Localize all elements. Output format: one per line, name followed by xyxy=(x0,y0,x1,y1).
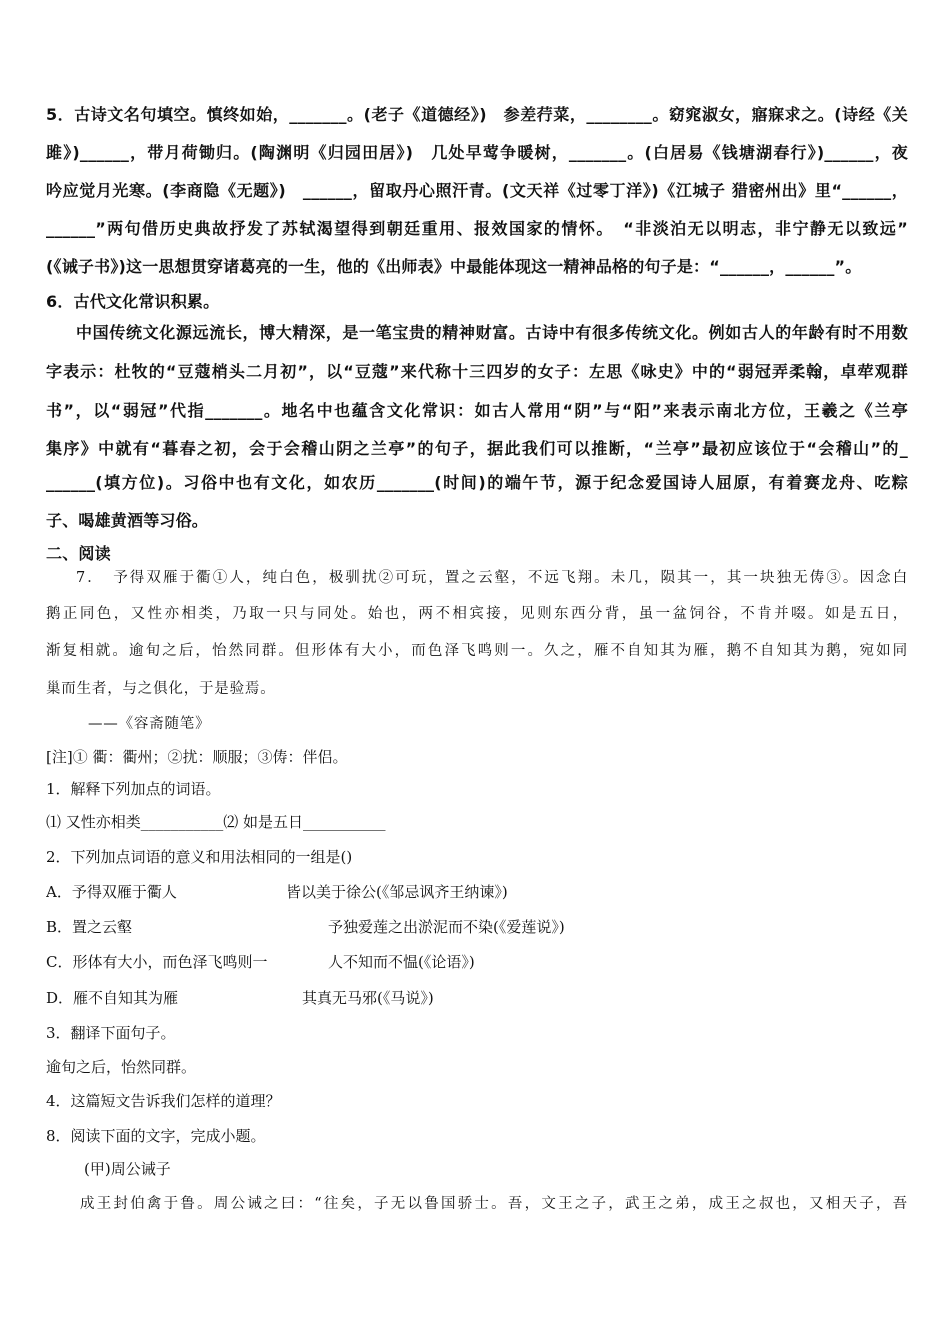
section-2-title: 二、阅读 xyxy=(46,544,111,563)
q6-line-3: 书”，以“弱冠”代指_______。地名中也蕴含文化常识：如古人常用“阴”与“阳”来表示南北方位，王羲之《兰亭 xyxy=(46,401,908,420)
option-b xyxy=(46,916,908,937)
option-c xyxy=(46,951,908,972)
q7-sub-2: 2．下列加点词语的意义和用法相同的一组是() xyxy=(46,848,353,866)
q7-sub-3: 3．翻译下面句子。 xyxy=(46,1024,176,1042)
q7-sub-1: 1．解释下列加点的词语。 xyxy=(46,780,221,798)
option-d xyxy=(46,987,908,1008)
option-a-text: A．予得双雁于衢人 xyxy=(46,883,177,901)
option-a xyxy=(46,881,908,902)
q7-passage-line-4: 巢而生者，与之俱化，于是验焉。 xyxy=(46,681,276,697)
option-a-compare: 皆以美于徐公(《邹忌讽齐王纳谏》) xyxy=(286,883,508,901)
q6-line-2: 字表示：杜牧的“豆蔻梢头二月初”，以“豆蔻”来代称十三四岁的女子：左思《咏史》中的“弱冠弄柔翰，卓荦观群 xyxy=(46,362,908,381)
q7-sub-4: 4．这篇短文告诉我们怎样的道理？ xyxy=(46,1092,281,1110)
option-c-compare: 人不知而不愠(《论语》) xyxy=(328,953,475,971)
q7-note: [注]① 衢：衢州；②扰：顺服；③俦：伴侣。 xyxy=(46,748,348,766)
q5-line-3: 吟应觉月光寒。(李商隐《无题》) ______，留取丹心照汗青。(文天祥《过零丁洋》)《江城子 猎密州出》里“______， xyxy=(46,181,908,200)
q6-line-4: 集序》中就有“暮春之初，会于会稽山阴之兰亭”的句子，据此我们可以推断，“兰亭”最初应该位于“会稽山”的_ xyxy=(46,439,908,458)
q7-sub-3-sentence: 逾旬之后，怡然同群。 xyxy=(46,1058,197,1076)
q6-line-1: 中国传统文化源远流长，博大精深，是一笔宝贵的精神财富。古诗中有很多传统文化。例如古人的年龄有时不用数 xyxy=(76,323,908,342)
q8-title: 8．阅读下面的文字，完成小题。 xyxy=(46,1127,266,1145)
q6-line-5: ______(填方位)。习俗中也有文化，如农历_______(时间)的端午节，源于纪念爱国诗人屈原，有着赛龙舟、吃粽 xyxy=(46,473,908,492)
q8-passage-line-1: 成王封伯禽于鲁。周公诫之曰：“往矣，子无以鲁国骄士。吾，文王之子，武王之弟，成王之叔也，又相天子，吾 xyxy=(80,1196,908,1212)
q5-line-5: (《诫子书》)这一思想贯穿诸葛亮的一生，他的《出师表》中最能体现这一精神品格的句子是：“______，______”。 xyxy=(46,257,862,276)
q5-line-4: ______”两句借历史典故抒发了苏轼渴望得到朝廷重用、报效国家的情怀。 “非淡泊无以明志，非宁静无以致远” xyxy=(46,219,908,238)
q5-line-1: 5．古诗文名句填空。慎终如始，_______。(老子《道德经》) 参差荇菜，________。窈窕淑女，寤寐求之。(诗经《关 xyxy=(46,105,908,124)
option-d-compare: 其真无马邪(《马说》) xyxy=(302,989,434,1007)
q7-passage-line-3: 渐复相就。逾旬之后，怡然同群。但形体有大小，而色泽飞鸣则一。久之，雁不自知其为雁，鹅不自知其为鹅，宛如同 xyxy=(46,643,908,659)
q5-line-2: 雎》)______，带月荷锄归。(陶渊明《归园田居》) 几处早莺争暖树，_______。(白居易《钱塘湖春行》)______，夜 xyxy=(46,143,908,162)
option-b-text: B．置之云壑 xyxy=(46,918,133,936)
q7-source: ——《容斋随笔》 xyxy=(88,716,211,732)
option-d-text: D．雁不自知其为雁 xyxy=(46,989,179,1007)
q7-passage-line-2: 鹅正同色，又性亦相类，乃取一只与同处。始也，两不相宾接，见则东西分背，虽一盆饲谷，不肯并啜。如是五日， xyxy=(46,606,908,622)
q6-title: 6．古代文化常识积累。 xyxy=(46,292,220,311)
q8-part-title: (甲)周公诫子 xyxy=(84,1160,171,1178)
q7-sub-1-items: ⑴ 又性亦相类___________⑵ 如是五日___________ xyxy=(46,813,386,831)
q6-line-6: 子、喝雄黄酒等习俗。 xyxy=(46,511,209,530)
option-c-text: C．形体有大小，而色泽飞鸣则一 xyxy=(46,953,268,971)
q7-passage-line-1: 7． 予得双雁于衢①人，纯白色，极驯扰②可玩，置之云壑，不远飞翔。未几，陨其一，其一块独无俦③。因念白 xyxy=(76,570,908,586)
option-b-compare: 予独爱莲之出淤泥而不染(《爱莲说》) xyxy=(328,918,565,936)
